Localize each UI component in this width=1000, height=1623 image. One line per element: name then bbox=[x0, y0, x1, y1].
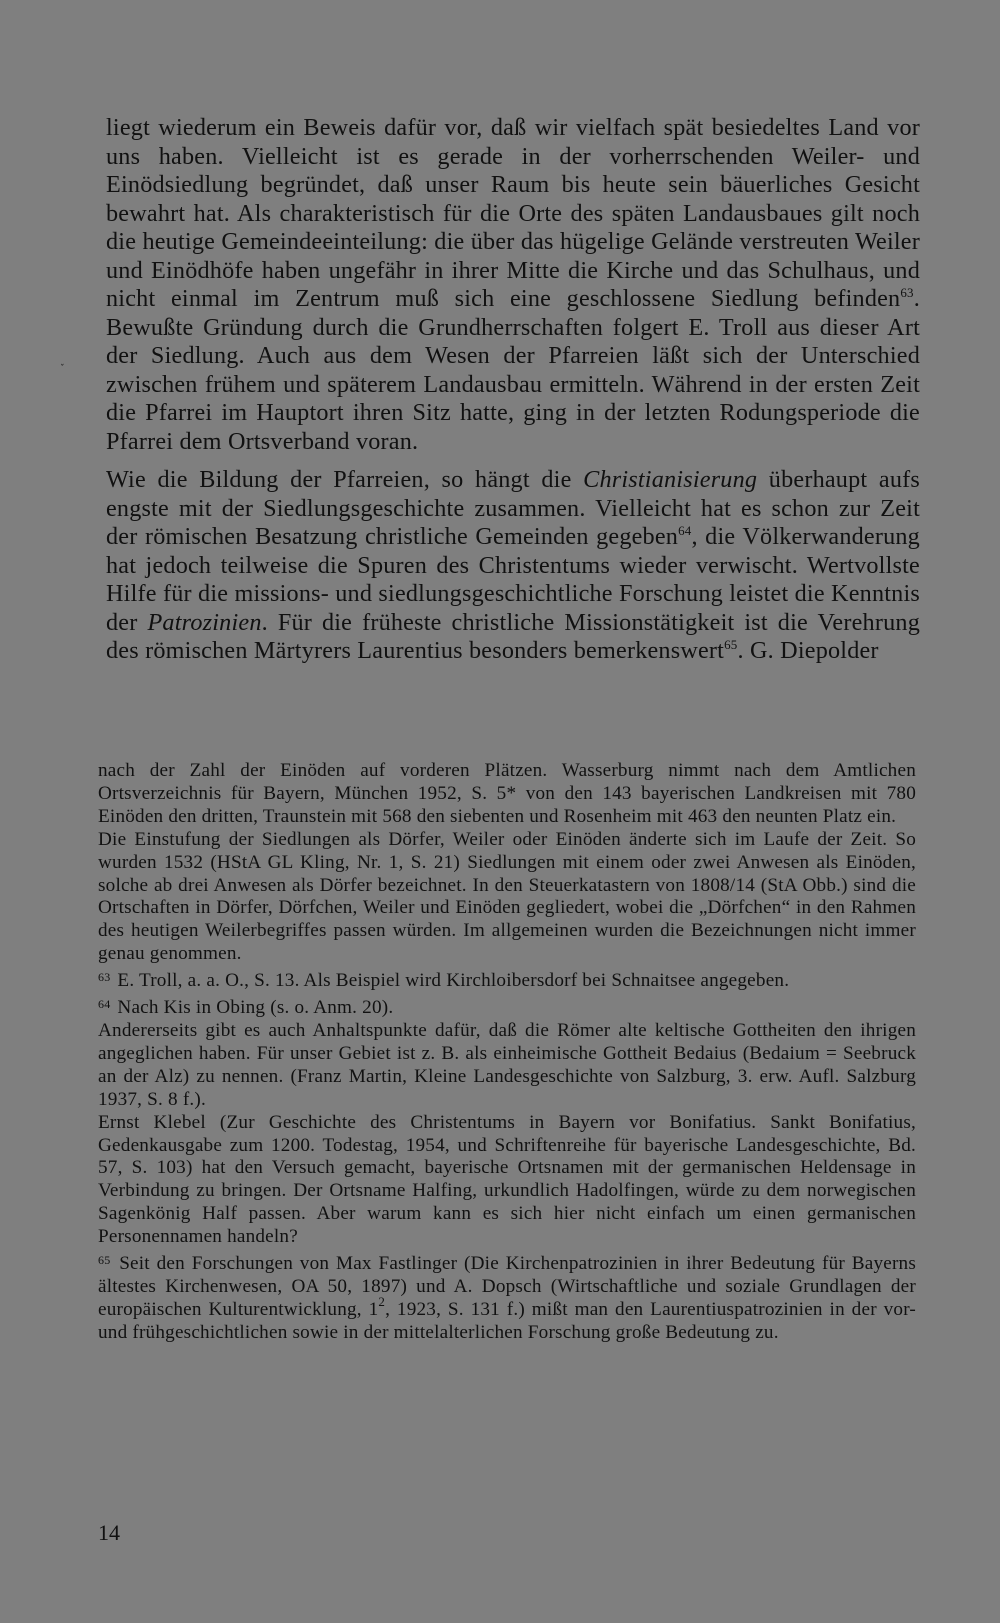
paragraph-2-text-c: , die Völkerwanderung hat jedoch teilweise die Spuren des Christentums wieder verwischt. Wertvollste Hilfe für die missions- und siedlungsgeschichtliche Forschung leistet die Kenntnis der bbox=[106, 523, 920, 636]
footnote-64-text: Nach Kis in Obing (s. o. Anm. 20). bbox=[117, 997, 394, 1019]
main-text bbox=[106, 114, 920, 666]
paragraph-2-text-e: . G. Diepolder bbox=[737, 637, 879, 664]
paragraph-2-text-d: . Für die früheste christliche Missionstätigkeit ist die Verehrung des römischen Märtyrers Laurentius besonders bemerkenswert bbox=[106, 608, 920, 664]
footnote-63 bbox=[98, 966, 916, 993]
footnote-number-64: 64 bbox=[98, 997, 111, 1012]
paragraph-1-text-b: . Bewußte Gründung durch die Grundherrschaften folgert E. Troll aus dieser Art der Siedlung. Auch aus dem Wesen der Pfarreien läßt sich der Unterschied zwischen frühem und späterem Landausbau ermitteln. Während in der ersten Zeit die Pfarrei im Hauptort ihren Sitz hatte, ging in der letzten Rodungsperiode die Pfarrei dem Ortsverband voran. bbox=[106, 285, 920, 455]
footnote-63-text: E. Troll, a. a. O., S. 13. Als Beispiel wird Kirchloibersdorf bei Schnaitsee angegeben. bbox=[117, 970, 790, 992]
footnote-continuation-1: nach der Zahl der Einöden auf vorderen Plätzen. Wasserburg nimmt nach dem Amtlichen Ortsverzeichnis für Bayern, München 1952, S. 5* von den 143 bayerischen Landkreisen mit 780 Einöden den dritten, Traunstein mit 568 den siebenten und Rosenheim mit 463 den neunten Platz ein. bbox=[98, 760, 916, 827]
paragraph-2-text-b: überhaupt aufs engste mit der Siedlungsgeschichte zusammen. Vielleicht hat es schon zur Zeit der römischen Besatzung christliche Gemeinden gegeben bbox=[106, 466, 920, 550]
footnote-64-continuation-2: Ernst Klebel (Zur Geschichte des Christentums in Bayern vor Bonifatius. Sankt Bonifatius, Gedenkausgabe zum 1200. Todestag, 1954, und Schriftenreihe für bayerische Landesgeschichte, Bd. 57, S. 103) hat den Versuch gemacht, bayerische Ortsnamen mit der germanischen Heldensage in Verbindung zu bringen. Der Ortsname Halfing, urkundlich Hadolfingen, würde zu dem norwegischen Sagenkönig Half passen. Aber warum kann es sich hier nicht einfach um einen germanischen Personennamen handeln? bbox=[98, 1111, 916, 1248]
footnotes bbox=[98, 760, 916, 1345]
footnote-65 bbox=[98, 1249, 916, 1345]
footnote-65-edition-sup: 2 bbox=[378, 1293, 386, 1309]
footnote-number-63: 63 bbox=[98, 970, 111, 985]
margin-mark: ˯ bbox=[60, 352, 65, 367]
footnote-number-65: 65 bbox=[98, 1253, 111, 1268]
emphasis-patrozinien: Patrozinien bbox=[147, 608, 262, 636]
footnote-ref-65: 65 bbox=[724, 637, 738, 652]
footnote-ref-64: 64 bbox=[678, 523, 692, 538]
paragraph-1-text-a: liegt wiederum ein Beweis dafür vor, daß wir vielfach spät besiedeltes Land vor uns haben. Vielleicht ist es gerade in der vorherrschenden Weiler- und Einödsiedlung begründet, daß unser Raum bis heute sein bäuerliches Gesicht bewahrt hat. Als charakteristisch für die Orte des späten Landausbaues gilt noch die heutige Gemeindeeinteilung: die über das hügelige Gelände verstreuten Weiler und Einödhöfe haben ungefähr in ihrer Mitte die Kirche und das Schulhaus, und nicht einmal im Zentrum muß sich eine geschlossene Siedlung befinden bbox=[106, 114, 920, 312]
paragraph-1 bbox=[106, 114, 920, 456]
footnote-64 bbox=[98, 993, 916, 1020]
footnote-continuation-2: Die Einstufung der Siedlungen als Dörfer, Weiler oder Einöden änderte sich im Laufe der Zeit. So wurden 1532 (HStA GL Kling, Nr. 1, S. 21) Siedlungen mit einem oder zwei Anwesen als Einöden, solche ab drei Anwesen als Dörfer bezeichnet. In den Steuerkatastern von 1808/14 (StA Obb.) sind die Ortschaften in Dörfer, Dörfchen, Weiler und Einöden gegliedert, wobei die „Dörfchen“ in den Rahmen des heutigen Weilerbegriffes passen würden. Im allgemeinen wurden die Bezeichnungen nicht immer genau genommen. bbox=[98, 828, 916, 965]
page-number: 14 bbox=[98, 1520, 120, 1545]
footnote-ref-63: 63 bbox=[900, 285, 914, 300]
paragraph-2 bbox=[106, 466, 920, 666]
footnote-65-text-a: Seit den Forschungen von Max Fastlinger (Die Kirchenpatrozinien in ihrer Bedeutung für Bayerns ältestes Kirchenwesen, OA 50, 1897) und A. Dopsch (Wirtschaftliche und soziale Grundlagen der europäischen Kulturentwicklung, 1 bbox=[98, 1253, 916, 1320]
footnote-64-continuation-1: Andererseits gibt es auch Anhaltspunkte dafür, daß die Römer alte keltische Gottheiten den ihrigen angeglichen haben. Für unser Gebiet ist z. B. als einheimische Gottheit Bedaius (Bedaium = Seebruck an der Alz) zu nennen. (Franz Martin, Kleine Landesgeschichte von Salzburg, 3. erw. Aufl. Salzburg 1937, S. 8 f.). bbox=[98, 1019, 916, 1110]
footnote-65-text-b: , 1923, S. 131 f.) mißt man den Laurentiuspatrozinien in der vor- und frühgeschichtlichen sowie in der mittelalterlichen Forschung große Bedeutung zu. bbox=[98, 1298, 916, 1343]
paragraph-2-text-a: Wie die Bildung der Pfarreien, so hängt die bbox=[106, 466, 584, 493]
emphasis-christianisierung: Christianisierung bbox=[583, 466, 758, 493]
